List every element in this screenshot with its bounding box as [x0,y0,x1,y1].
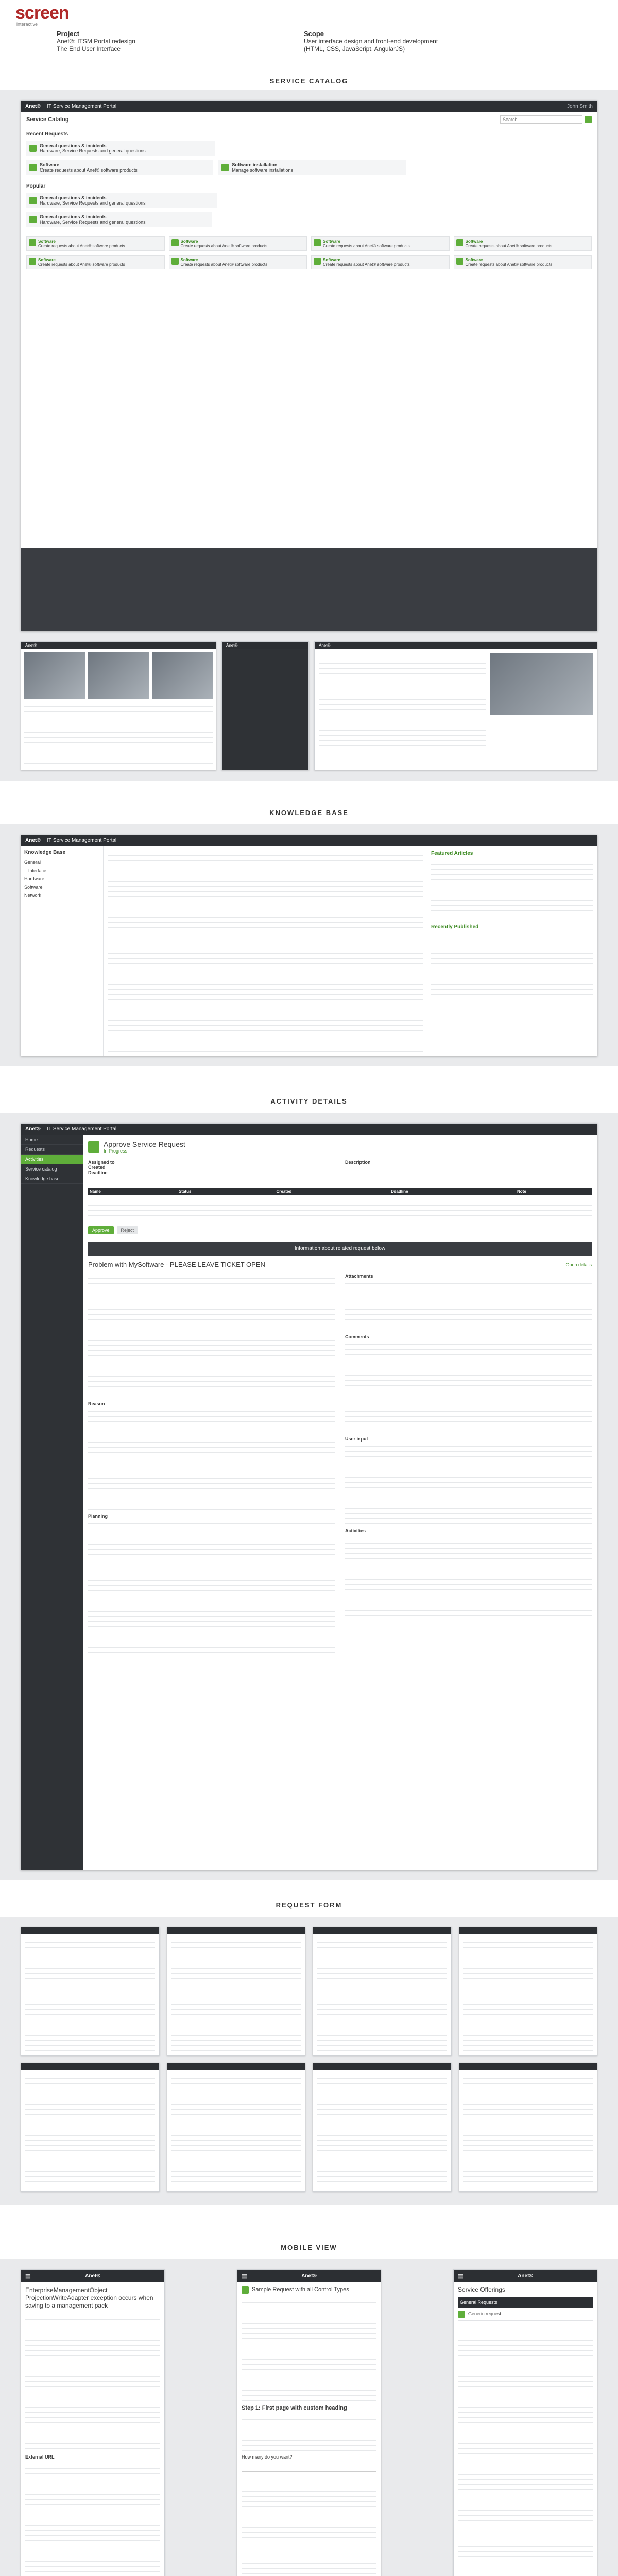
nav-knowledge-base[interactable]: Knowledge base [21,1174,83,1184]
planning-heading: Planning [88,1514,108,1519]
install-icon [221,164,229,171]
project-label: Project [57,30,80,38]
catalog-shot-3: Anet® [314,641,597,770]
menu-icon[interactable]: ☰ [25,2273,31,2280]
catalog-item-general-2[interactable]: General questions & incidents Hardware, Service Requests and general questions [26,193,217,208]
external-url-heading: External URL [25,2454,55,2460]
group-popular: Popular [26,183,46,189]
portal-topbar: Anet® IT Service Management Portal [21,835,597,846]
kb-tree-item[interactable]: Network [24,893,42,898]
nav-service-catalog[interactable]: Service catalog [21,1164,83,1174]
folder-icon [29,197,37,204]
logo-word: screen [15,3,69,23]
request-form-shot [313,1927,452,2056]
group-recent: Recent Requests [26,131,68,137]
knowledge-base-screen [21,835,597,1056]
project-info [57,30,135,53]
kb-tree-item[interactable]: Software [24,885,43,890]
catalog-image [88,652,149,699]
scope-label: Scope [304,30,324,38]
menu-icon[interactable]: ☰ [458,2273,464,2280]
request-form-shot [167,2063,306,2192]
catalog-image [152,652,213,699]
nav-home[interactable]: Home [21,1135,83,1145]
software-icon [171,258,179,265]
catalog-tile[interactable]: Software Create requests about Anet® software products [26,255,165,269]
mobile-service-offerings-phone: ☰ Anet® Service Offerings General Requests Generic request [453,2269,597,2576]
request-icon [458,2311,465,2318]
logo-sub: interactive [16,22,38,27]
portal-user[interactable]: John Smith [566,104,593,109]
activity-details-screen: Anet® IT Service Management Portal Home Requests Activities Service catalog Knowledge base Approve Service Request In Progress Assigned to Created Deadline Description Name Status Created Deadline Note Approve Reject Information about related request below Problem with MySoftware - PLEASE LEAVE TICKET OPEN Open details Reason Planning Attachments Comments User input Activities [21,1123,597,1870]
catalog-footer-dark [21,548,597,631]
kb-heading: Knowledge Base [24,850,66,855]
catalog-item-installation[interactable]: Software installation Manage software installations [218,160,405,175]
catalog-tile[interactable]: Software Create requests about Anet® software products [169,255,307,269]
section-title-request-form: REQUEST FORM [276,1901,342,1909]
request-form-shot [21,1927,160,2056]
user-input-heading: User input [345,1436,368,1442]
description-label: Description [345,1160,371,1165]
step1-title: Step 1: First page with custom heading [242,2405,347,2411]
activities-heading: Activities [345,1528,366,1533]
approve-button[interactable]: Approve [88,1226,114,1234]
software-icon [456,258,464,265]
service-catalog-screen [21,100,597,631]
catalog-tile[interactable]: Software Create requests about Anet® software products [454,255,592,269]
reviewers-table: Name Status Created Deadline Note [88,1188,592,1221]
mobile-ticket-title: EnterpriseManagementObject ProjectionWriteAdapter exception occurs when saving to a management pack [25,2286,153,2309]
mobile-request-step1-phone: ☰ Anet® Sample Request with all Control Types Step 1: First page with custom heading How many do you want? [237,2269,381,2576]
section-title-mobile-view: MOBILE VIEW [281,2244,337,2251]
software-icon [29,164,37,171]
scope-line-2: (HTML, CSS, JavaScript, AngularJS) [304,45,405,53]
portal-title: IT Service Management Portal [47,104,117,109]
quantity-input[interactable] [242,2463,376,2472]
reject-button[interactable]: Reject [117,1226,139,1234]
software-icon [29,258,36,265]
catalog-item-general[interactable]: General questions & incidents Hardware, Service Requests and general questions [26,141,215,156]
section-title-knowledge-base: KNOWLEDGE BASE [269,809,349,817]
how-many-label: How many do you want? [242,2454,293,2460]
kb-tree [21,846,104,1056]
catalog-preview-image [490,653,593,715]
catalog-image [24,652,85,699]
attachments-heading: Attachments [345,1274,373,1279]
catalog-tile[interactable]: Software Create requests about Anet® software products [311,236,450,251]
catalog-heading: Service Catalog [26,116,69,123]
kb-tree-item[interactable]: Interface [28,868,47,873]
open-details-link[interactable]: Open details [565,1262,592,1267]
request-icon [242,2286,249,2294]
software-icon [171,239,179,246]
request-form-shot [21,2063,160,2192]
software-icon [314,258,321,265]
kb-tree-item[interactable]: General [24,860,41,865]
kb-sidebar [427,846,597,1056]
kb-tree-item[interactable]: Hardware [24,876,45,882]
kb-article-list [108,851,423,1053]
screen-logo [15,4,72,28]
catalog-search-input[interactable] [500,115,582,124]
section-title-service-catalog: SERVICE CATALOG [269,77,349,85]
section-title-activity-details: ACTIVITY DETAILS [270,1097,348,1105]
activity-status: In Progress [104,1148,128,1154]
problem-title: Problem with MySoftware - PLEASE LEAVE TICKET OPEN [88,1261,265,1268]
portal-brand: Anet® [25,104,41,109]
activity-title: Approve Service Request [104,1140,185,1148]
reason-heading: Reason [88,1401,105,1406]
catalog-tile[interactable]: Software Create requests about Anet® software products [454,236,592,251]
service-offerings-title: Service Offerings [458,2286,505,2293]
scope-info [304,30,438,53]
catalog-item-general-3[interactable]: General questions & incidents Hardware, Service Requests and general questions [26,212,212,227]
catalog-shot-2: Anet® [221,641,309,770]
search-icon[interactable] [585,116,592,123]
folder-icon [29,216,37,223]
list-item[interactable]: Generic request [458,2308,593,2321]
catalog-item-software[interactable]: Software Create requests about Anet® software products [26,160,213,175]
catalog-side-menu [222,649,308,770]
kb-featured-title: Featured Articles [431,851,473,856]
catalog-tile[interactable]: Software Create requests about Anet® software products [26,236,165,251]
software-icon [456,239,464,246]
mobile-ticket-phone: ☰ Anet® EnterpriseManagementObject ProjectionWriteAdapter exception occurs when saving to a management pack External URL [21,2269,165,2576]
menu-icon[interactable]: ☰ [242,2273,247,2280]
request-form-grid [21,1927,597,2195]
request-form-shot [459,1927,598,2056]
activity-nav [21,1135,83,1870]
approval-icon [88,1141,99,1153]
table-row [88,1195,592,1221]
related-banner: Information about related request below [88,1242,592,1256]
comments-heading: Comments [345,1334,369,1340]
nav-activities[interactable]: Activities [21,1155,83,1164]
catalog-tile[interactable]: Software Create requests about Anet® software products [169,236,307,251]
portal-topbar [21,101,597,112]
project-line-2: The End User Interface [57,45,121,53]
software-icon [314,239,321,246]
portal-topbar: Anet® IT Service Management Portal [21,1124,597,1135]
request-title: Sample Request with all Control Types [252,2286,349,2293]
software-icon [29,239,36,246]
scope-line-1: User interface design and front-end development [304,38,438,45]
kb-recent-title: Recently Published [431,924,479,930]
nav-requests[interactable]: Requests [21,1145,83,1155]
catalog-shot-1: Anet® [21,641,216,770]
general-requests-header: General Requests [458,2297,593,2308]
request-form-shot [459,2063,598,2192]
request-form-shot [313,2063,452,2192]
folder-icon [29,145,37,152]
catalog-tile[interactable]: Software Create requests about Anet® software products [311,255,450,269]
project-line-1: Anet®: ITSM Portal redesign [57,38,135,45]
request-form-shot [167,1927,306,2056]
